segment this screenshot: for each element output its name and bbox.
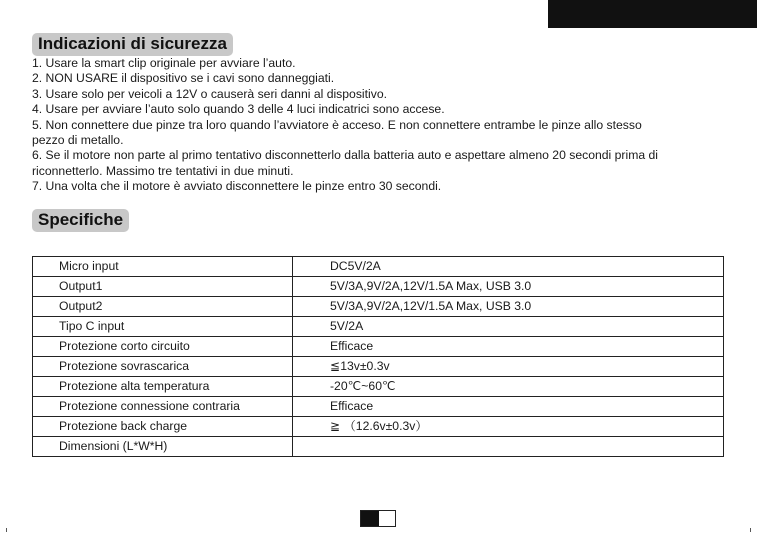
table-row [33, 337, 724, 357]
spec-value: 5V/2A [293, 317, 724, 337]
safety-line: pezzo di metallo. [32, 133, 124, 148]
spec-value: 5V/3A,9V/2A,12V/1.5A Max, USB 3.0 [293, 297, 724, 317]
spec-value: ≧ （12.6v±0.3v） [293, 417, 724, 437]
safety-line: 1. Usare la smart clip originale per avviare l’auto. [32, 56, 296, 70]
crop-mark [6, 528, 7, 532]
spec-value: ≦13v±0.3v [293, 357, 724, 377]
spec-label: Micro input [33, 257, 293, 277]
table-row [33, 277, 724, 297]
table-row [33, 357, 724, 377]
table-row [33, 317, 724, 337]
spec-value: Efficace [293, 337, 724, 357]
page-indicator [360, 510, 396, 527]
spec-label: Protezione sovrascarica [33, 357, 293, 377]
safety-line: riconnetterlo. Massimo tre tentativi in due minuti. [32, 163, 294, 178]
spec-label: Protezione corto circuito [33, 337, 293, 357]
safety-line: 6. Se il motore non parte al primo tentativo disconnetterlo dalla batteria auto e aspettare almeno 20 secondi prima di [32, 148, 658, 163]
table-row [33, 437, 724, 457]
spec-label: Tipo C input [33, 317, 293, 337]
safety-list [32, 56, 732, 195]
safety-line: 7. Una volta che il motore è avviato disconnettere le pinze entro 30 secondi. [32, 179, 442, 194]
header-bar [548, 0, 757, 28]
specs-title: Specifiche [32, 209, 129, 232]
spec-label: Output1 [33, 277, 293, 297]
spec-label: Protezione alta temperatura [33, 377, 293, 397]
spec-label: Dimensioni (L*W*H) [33, 437, 293, 457]
table-row [33, 377, 724, 397]
spec-label: Output2 [33, 297, 293, 317]
table-row [33, 297, 724, 317]
safety-line: 4. Usare per avviare l’auto solo quando 3 delle 4 luci indicatrici sono accese. [32, 102, 445, 117]
spec-label: Protezione connessione contraria [33, 397, 293, 417]
safety-line: 5. Non connettere due pinze tra loro quando l’avviatore è acceso. E non connettere entrambe le pinze allo stesso [32, 117, 642, 132]
safety-title: Indicazioni di sicurezza [32, 33, 233, 56]
spec-value [293, 437, 724, 457]
spec-value: Efficace [293, 397, 724, 417]
specs-table [32, 256, 724, 457]
safety-line: 2. NON USARE il dispositivo se i cavi sono danneggiati. [32, 71, 335, 86]
table-row [33, 257, 724, 277]
spec-value: -20℃~60℃ [293, 377, 724, 397]
safety-line: 3. Usare solo per veicoli a 12V o causerà seri danni al dispositivo. [32, 86, 387, 101]
table-row [33, 397, 724, 417]
spec-value: DC5V/2A [293, 257, 724, 277]
crop-mark [750, 528, 751, 532]
spec-label: Protezione back charge [33, 417, 293, 437]
spec-value: 5V/3A,9V/2A,12V/1.5A Max, USB 3.0 [293, 277, 724, 297]
page-indicator-fill [361, 511, 379, 526]
table-row [33, 417, 724, 437]
